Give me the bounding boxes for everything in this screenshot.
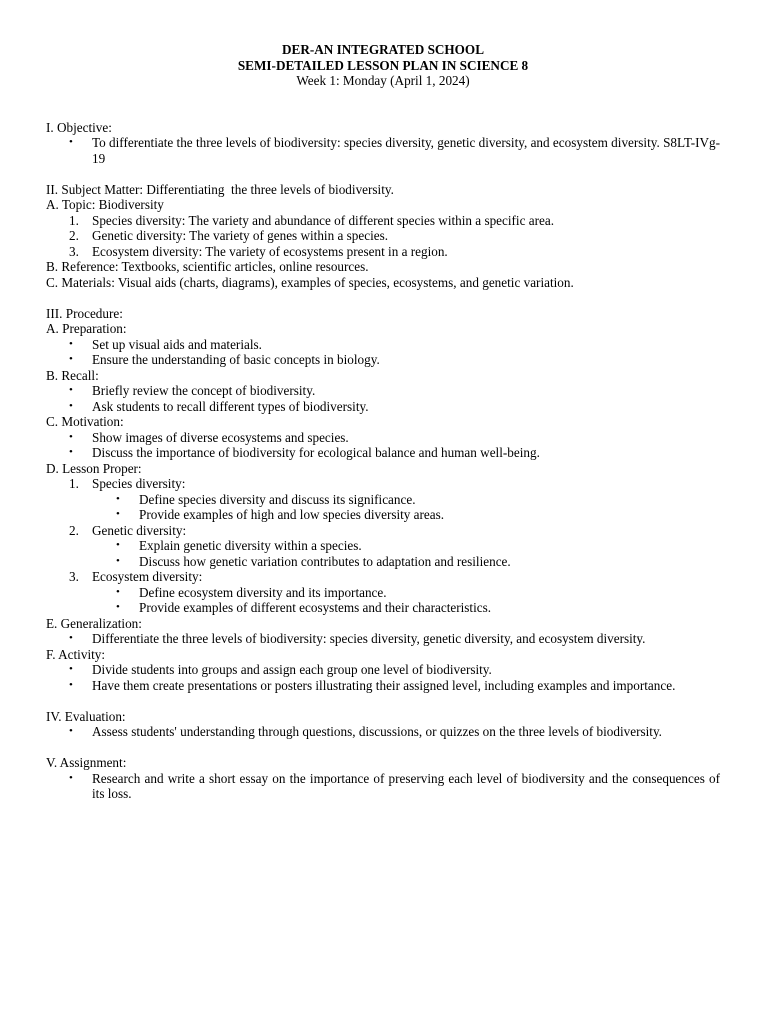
list-item: • Ask students to recall different types of biodiversity. [46,399,720,415]
item-text: Genetic diversity: The variety of genes within a species. [92,228,389,243]
item-number: 2. [69,522,79,538]
lesson-item [46,523,720,539]
activity-heading: F. Activity: [46,646,106,662]
reference-line: B. Reference: Textbooks, scientific articles, online resources. [46,259,369,274]
assignment-heading: V. Assignment: [46,755,127,770]
lesson-proper-heading: D. Lesson Proper: [46,460,142,476]
objective-bullet: • To differentiate the three levels of biodiversity: species diversity, genetic diversity, and ecosystem diversity. S8LT-IVg-19 [46,135,720,166]
list-item: • Discuss how genetic variation contributes to adaptation and resilience. [46,554,720,570]
recall-heading: B. Recall: [46,367,99,383]
list-item: • Briefly review the concept of biodiversity. [46,383,720,399]
document-header [46,42,720,89]
school-name: DER-AN INTEGRATED SCHOOL [282,42,484,57]
list-item: • Divide students into groups and assign each group one level of biodiversity. [46,662,720,678]
list-item: • Explain genetic diversity within a species. [46,538,720,554]
evaluation-bullet: • Assess students' understanding through questions, discussions, or quizzes on the three levels of biodiversity. [46,724,720,740]
topic-item [46,213,720,229]
preparation-heading: A. Preparation: [46,321,127,336]
topic-item [46,228,720,244]
item-number: 2. [69,228,79,243]
list-item: • Provide examples of different ecosystems and their characteristics. [46,600,720,616]
list-item: • Define ecosystem diversity and its importance. [46,585,720,601]
generalization-heading: E. Generalization: [46,615,142,631]
item-text: Species diversity: The variety and abundance of different species within a specific area. [92,212,554,228]
list-item: • Discuss the importance of biodiversity for ecological balance and human well-being. [46,445,720,461]
item-text: Genetic diversity: [92,522,187,538]
list-item: • Ensure the understanding of basic concepts in biology. [46,352,720,368]
item-text: Ecosystem diversity: The variety of ecosystems present in a region. [92,243,448,259]
list-item: • Define species diversity and discuss its significance. [46,492,720,508]
item-number: 1. [69,476,79,491]
list-item: • Show images of diverse ecosystems and species. [46,430,720,446]
topic-item [46,244,720,260]
item-number: 3. [69,569,79,584]
materials-line: C. Materials: Visual aids (charts, diagrams), examples of species, ecosystems, and genetic variation. [46,274,574,290]
list-item: • Have them create presentations or posters illustrating their assigned level, including examples and importance. [46,678,720,694]
evaluation-heading: IV. Evaluation: [46,708,126,724]
subject-heading: II. Subject Matter: Differentiating the three levels of biodiversity. [46,181,394,197]
item-number: 3. [69,243,79,259]
objective-heading: I. Objective: [46,119,112,135]
lesson-item [46,569,720,585]
list-item: • Differentiate the three levels of biodiversity: species diversity, genetic diversity, and ecosystem diversity. [46,631,720,647]
item-text: Ecosystem diversity: [92,569,203,584]
item-number: 1. [69,212,79,228]
procedure-heading: III. Procedure: [46,305,123,321]
motivation-heading: C. Motivation: [46,414,124,429]
topic-line: A. Topic: Biodiversity [46,197,164,212]
assignment-bullet: • Research and write a short essay on the importance of preserving each level of biodiversity and the consequences of its loss. [46,771,720,802]
lesson-item [46,476,720,492]
lesson-plan-document [46,42,720,802]
document-date: Week 1: Monday (April 1, 2024) [296,73,470,88]
list-item: • Set up visual aids and materials. [46,337,720,353]
item-text: Species diversity: [92,476,186,491]
document-title: SEMI-DETAILED LESSON PLAN IN SCIENCE 8 [237,57,529,73]
list-item: • Provide examples of high and low species diversity areas. [46,507,720,523]
